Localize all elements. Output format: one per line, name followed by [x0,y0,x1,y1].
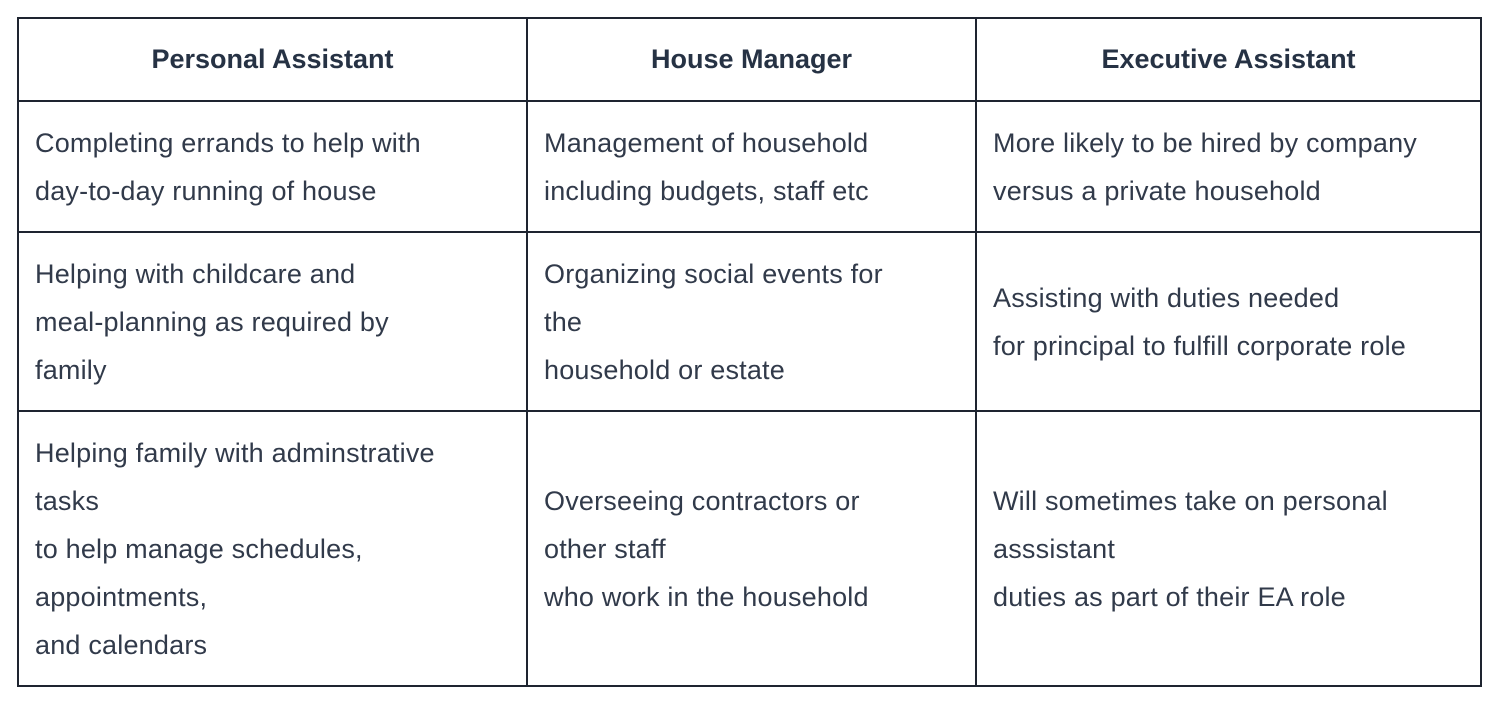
header-executive-assistant: Executive Assistant [976,18,1481,101]
cell-text-line: to help manage schedules, [35,533,363,564]
cell-text-line: versus a private household [993,175,1321,206]
header-row [18,18,1481,101]
table-cell-executive-assistant [976,101,1481,232]
table-cell-house-manager [527,411,976,686]
cell-text-line: tasks [35,485,100,516]
cell-text-line: Overseeing contractors or [544,485,860,516]
table-row [18,232,1481,411]
cell-text-line: family [35,354,107,385]
cell-text-line: duties as part of their EA role [993,581,1346,612]
table-cell-house-manager [527,101,976,232]
cell-text-line: other staff [544,533,666,564]
cell-text-line: Helping family with adminstrative [35,437,435,468]
cell-text-line: Helping with childcare and [35,258,356,289]
cell-text-line: Will sometimes take on personal [993,485,1388,516]
table-cell-executive-assistant [976,232,1481,411]
cell-text-line: asssistant [993,533,1116,564]
cell-text-line: Management of household [544,127,869,158]
header-house-manager: House Manager [527,18,976,101]
cell-text-line: Organizing social events for [544,258,883,289]
cell-text-line: Completing errands to help with [35,127,421,158]
cell-text-line: for principal to fulfill corporate role [993,330,1406,361]
table-row [18,101,1481,232]
cell-text-line: the [544,306,583,337]
cell-text-line: More likely to be hired by company [993,127,1417,158]
cell-text-line: meal-planning as required by [35,306,389,337]
comparison-table-container [17,17,1482,687]
table-cell-personal-assistant [18,232,527,411]
cell-text-line: who work in the household [544,581,869,612]
table-cell-executive-assistant [976,411,1481,686]
table-cell-house-manager [527,232,976,411]
cell-text-line: Assisting with duties needed [993,282,1340,313]
table-row [18,411,1481,686]
header-personal-assistant: Personal Assistant [18,18,527,101]
cell-text-line: including budgets, staff etc [544,175,869,206]
comparison-table [17,17,1482,687]
cell-text-line: household or estate [544,354,785,385]
cell-text-line: and calendars [35,629,208,660]
cell-text-line: day-to-day running of house [35,175,377,206]
cell-text-line: appointments, [35,581,208,612]
table-cell-personal-assistant [18,101,527,232]
table-cell-personal-assistant [18,411,527,686]
